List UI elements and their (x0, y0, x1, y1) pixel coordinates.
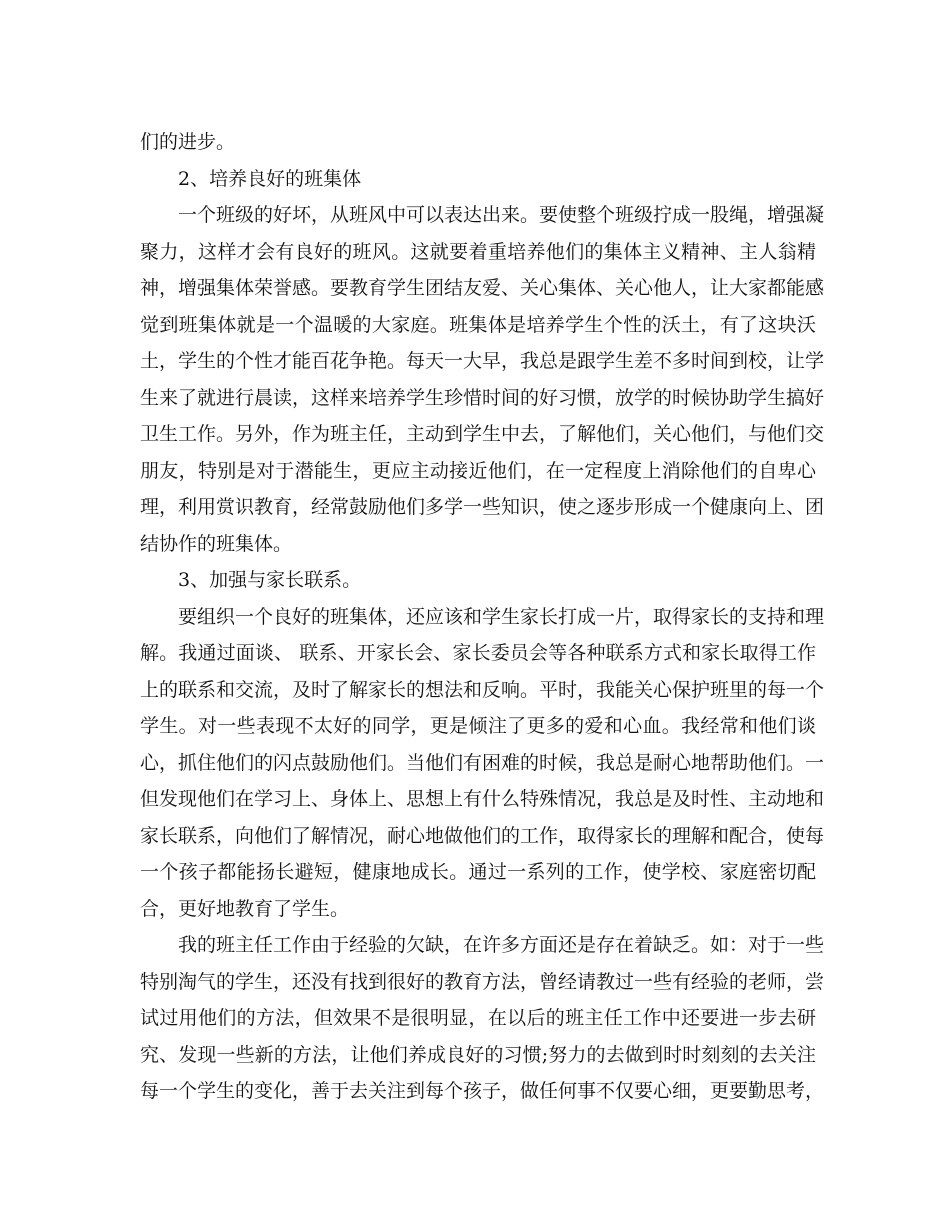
text-line: 每一个学生的变化，善于去关注到每个孩子，做任何事不仅要心细，更要勤思考， (140, 1080, 825, 1102)
text-line: 聚力，这样才会有良好的班风。这就要着重培养他们的集体主义精神、主人翁精 (140, 240, 816, 263)
text-line: 一个孩子都能扬长避短，健康地成长。通过一系列的工作，使学校、家庭密切配 (140, 861, 816, 883)
text-line: 究、发现一些新的方法，让他们养成良好的习惯;努力的去做到时时刻刻的去关注 (140, 1043, 816, 1066)
section-heading: 2、培养良好的班集体 (178, 167, 362, 190)
text-line: 神，增强集体荣誉感。要教育学生团结友爱、关心集体、关心他人，让大家都能感 (140, 277, 825, 299)
text-line: 结协作的班集体。 (140, 532, 293, 555)
text-line: 朋友，特别是对于潜能生，更应主动接近他们，在一定程度上消除他们的自卑心 (140, 459, 816, 482)
text-line: 理，利用赏识教育，经常鼓励他们多学一些知识，使之逐步形成一个健康向上、团 (140, 496, 825, 518)
text-line: 合，更好地教育了学生。 (140, 897, 350, 920)
text-line: 要组织一个良好的班集体，还应该和学生家长打成一片，取得家长的支持和理 (178, 605, 825, 628)
text-line: 生来了就进行晨读，这样来培养学生珍惜时间的好习惯，放学的时候协助学生搞好 (140, 386, 825, 409)
text-line: 心，抓住他们的闪点鼓励他们。当他们有困难的时候，我总是耐心地帮助他们。一 (140, 751, 825, 774)
text-line: 土，学生的个性才能百花争艳。每天一大早，我总是跟学生差不多时间到校，让学 (140, 350, 825, 372)
text-line: 但发现他们在学习上、身体上、思想上有什么特殊情况，我总是及时性、主动地和 (140, 788, 825, 810)
text-line: 解。我通过面谈、 联系、开家长会、家长委员会等各种联系方式和家长取得工作 (140, 642, 816, 664)
text-line: 我的班主任工作由于经验的欠缺，在许多方面还是存在着缺乏。如：对于一些 (178, 934, 825, 956)
text-line: 试过用他们的方法，但效果不是很明显，在以后的班主任工作中还要进一步去研 (140, 1007, 816, 1029)
text-line: 特别淘气的学生，还没有找到很好的教育方法，曾经请教过一些有经验的老师，尝 (140, 970, 825, 993)
text-line: 学生。对一些表现不太好的同学，更是倾注了更多的爱和心血。我经常和他们谈 (140, 715, 816, 737)
text-line: 上的联系和交流，及时了解家长的想法和反响。平时，我能关心保护班里的每一个 (140, 678, 825, 701)
text-line: 一个班级的好坏，从班风中可以表达出来。要使整个班级拧成一股绳，增强凝 (178, 204, 825, 226)
text-line: 家长联系，向他们了解情况，耐心地做他们的工作，取得家长的理解和配合，使每 (140, 824, 825, 847)
document-body (140, 124, 825, 1110)
text-line: 们的进步。 (140, 131, 236, 153)
text-line: 卫生工作。另外，作为班主任，主动到学生中去，了解他们，关心他们，与他们交 (140, 423, 825, 445)
text-line: 觉到班集体就是一个温暖的大家庭。班集体是培养学生个性的沃土，有了这块沃 (140, 313, 816, 336)
section-heading: 3、加强与家长联系。 (178, 569, 362, 591)
